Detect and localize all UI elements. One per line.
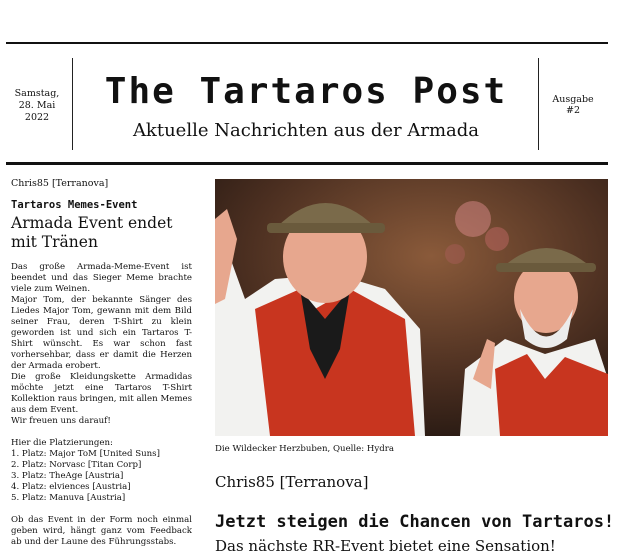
issue-number [542,94,604,116]
article-body [11,262,192,548]
headline-line-1: Armada Event endet [11,214,173,232]
masthead-right-divider [538,58,539,150]
article-photo [215,179,608,436]
article2-headline: Jetzt steigen die Chancen von Tartaros! [215,512,615,532]
ranking-item: 4. Platz: elviences [Austria] [11,482,131,492]
date-year: 2022 [24,112,50,123]
article-author: Chris85 [Terranova] [11,178,109,189]
ranking-item: 5. Platz: Manuva [Austria] [11,493,126,503]
ranking-intro: Hier die Platzierungen: [11,438,113,448]
ranking-item: 3. Platz: TheAge [Austria] [11,471,124,481]
masthead-left-divider [72,58,73,150]
paragraph: Ob das Event in der Form noch einmal geben wird, hängt ganz vom Feedback ab und der Laune des Führungsstabs. [11,515,192,547]
article-category: Tartaros Memes-Event [11,199,138,211]
ranking-item: 2. Platz: Norvasc [Titan Corp] [11,460,142,470]
masthead-top-rule [6,42,608,44]
photo-illustration [215,179,608,436]
newspaper-subtitle: Aktuelle Nachrichten aus der Armada [132,120,480,141]
paragraph: Major Tom, der bekannte Sänger des Liedes Major Tom, gewann mit dem Bild seiner Frau, deren T-Shirt zu klein geworden ist und sich ein Tartaros T-Shirt wünscht. Es war schon fast vorhersehbar, dass er damit die Herzen der Armada erobert. [11,295,192,371]
article-headline [11,214,192,252]
newspaper-title: The Tartaros Post [104,71,508,112]
issue-value: #2 [565,105,580,116]
paragraph: Das große Armada-Meme-Event ist beendet und das Sieger Meme brachte viele zum Weinen. [11,262,192,294]
paragraph: Wir freuen uns darauf! [11,416,111,426]
paragraph: Die große Kleidungskette Armadidas möchte jetzt eine Tartaros T-Shirt Kollektion raus bringen, mit allen Memes aus dem Event. [11,372,192,415]
issue-label: Ausgabe [552,94,594,105]
masthead-date [8,88,66,124]
article2-subheadline: Das nächste RR-Event bietet eine Sensation! [215,537,556,555]
date-day-month: 28. Mai [18,100,56,111]
masthead-bottom-rule [6,162,608,165]
article-memes-event [11,178,192,548]
photo-caption: Die Wildecker Herzbuben, Quelle: Hydra [215,444,394,454]
headline-line-2: mit Tränen [11,233,98,251]
article2-author: Chris85 [Terranova] [215,473,369,491]
ranking-item: 1. Platz: Major ToM [United Suns] [11,449,160,459]
date-weekday: Samstag, [14,88,60,99]
